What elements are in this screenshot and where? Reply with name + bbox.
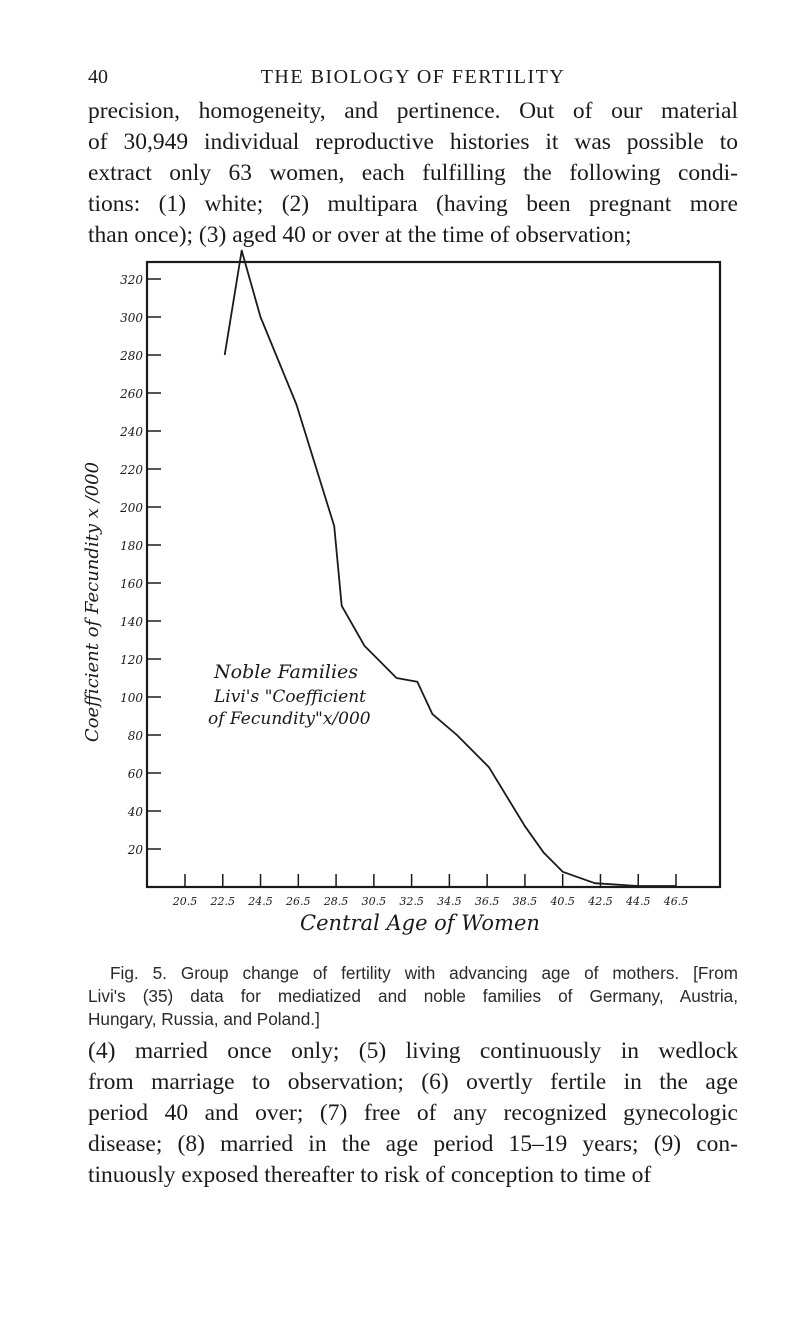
text-line: (4) married once only; (5) living continuously in wedlock: [88, 1038, 738, 1064]
text-line: of 30,949 individual reproductive histories it was possible to: [88, 129, 738, 155]
annotation-line-1: Noble Families: [214, 661, 359, 683]
x-tick-label: 22.5: [210, 895, 236, 908]
text-line: from marriage to observation; (6) overtly fertile in the age: [88, 1069, 738, 1095]
text-line: tinuously exposed thereafter to risk of conception to time of: [88, 1162, 652, 1188]
text-line: period 40 and over; (7) free of any recognized gynecologic: [88, 1100, 738, 1126]
y-tick-label: 320: [120, 273, 143, 287]
x-tick-label: 44.5: [625, 895, 651, 908]
x-tick-label: 42.5: [588, 895, 613, 908]
y-tick-label: 180: [120, 539, 143, 553]
text-line: precision, homogeneity, and pertinence. Out of our material: [88, 98, 738, 124]
y-tick-label: 80: [127, 729, 143, 743]
x-tick-label: 46.5: [663, 895, 689, 908]
x-tick-label: 34.5: [437, 895, 462, 908]
y-tick-label: 100: [120, 691, 143, 705]
x-tick-label: 32.5: [399, 895, 424, 908]
fertility-figure: [82, 273, 740, 962]
y-tick-label: 40: [127, 805, 143, 819]
x-tick-label: 28.5: [323, 895, 349, 908]
x-tick-label: 20.5: [172, 895, 198, 908]
y-tick-label: 280: [120, 349, 143, 363]
text-line: than once); (3) aged 40 or over at the time of observation;: [88, 222, 632, 248]
caption-line: Fig. 5. Group change of fertility with advancing age of mothers. [From: [110, 963, 738, 983]
y-tick-label: 20: [127, 843, 143, 857]
x-tick-label: 38.5: [512, 895, 538, 908]
y-tick-label: 200: [120, 501, 143, 515]
page-number: 40: [88, 66, 108, 88]
y-tick-label: 220: [120, 463, 143, 477]
y-tick-label: 240: [120, 425, 143, 439]
text-line: extract only 63 women, each fulfilling the following condi-: [88, 160, 738, 186]
x-axis-title: Central Age of Women: [300, 911, 540, 935]
annotation-line-3: of Fecundity"x/000: [208, 709, 371, 729]
text-line: tions: (1) white; (2) multipara (having been pregnant more: [88, 191, 738, 217]
plot-frame: [147, 262, 720, 887]
caption-line: Hungary, Russia, and Poland.]: [88, 1009, 320, 1029]
x-tick-label: 40.5: [550, 895, 575, 908]
fertility-chart: [82, 273, 740, 962]
x-tick-label: 30.5: [361, 895, 387, 908]
y-tick-label: 140: [120, 615, 143, 629]
figure-caption: [88, 962, 738, 1031]
y-tick-label: 160: [120, 577, 143, 591]
annotation-line-2: Livi's "Coefficient: [214, 687, 366, 707]
x-tick-label: 26.5: [286, 895, 311, 908]
y-axis-title: Coefficient of Fecundity x /000: [82, 461, 103, 743]
page-header: [88, 66, 738, 94]
y-tick-label: 300: [120, 311, 143, 325]
x-tick-label: 36.5: [474, 895, 500, 908]
y-tick-label: 60: [127, 767, 143, 781]
paragraph-bottom: [88, 1036, 738, 1191]
y-tick-label: 120: [120, 653, 143, 667]
text-line: disease; (8) married in the age period 15–19 years; (9) con-: [88, 1131, 738, 1157]
x-tick-label: 24.5: [248, 895, 273, 908]
caption-line: Livi's (35) data for mediatized and noble families of Germany, Austria,: [88, 986, 738, 1006]
paragraph-top: [88, 96, 738, 251]
running-title: THE BIOLOGY OF FERTILITY: [260, 66, 566, 88]
y-tick-label: 260: [120, 387, 143, 401]
